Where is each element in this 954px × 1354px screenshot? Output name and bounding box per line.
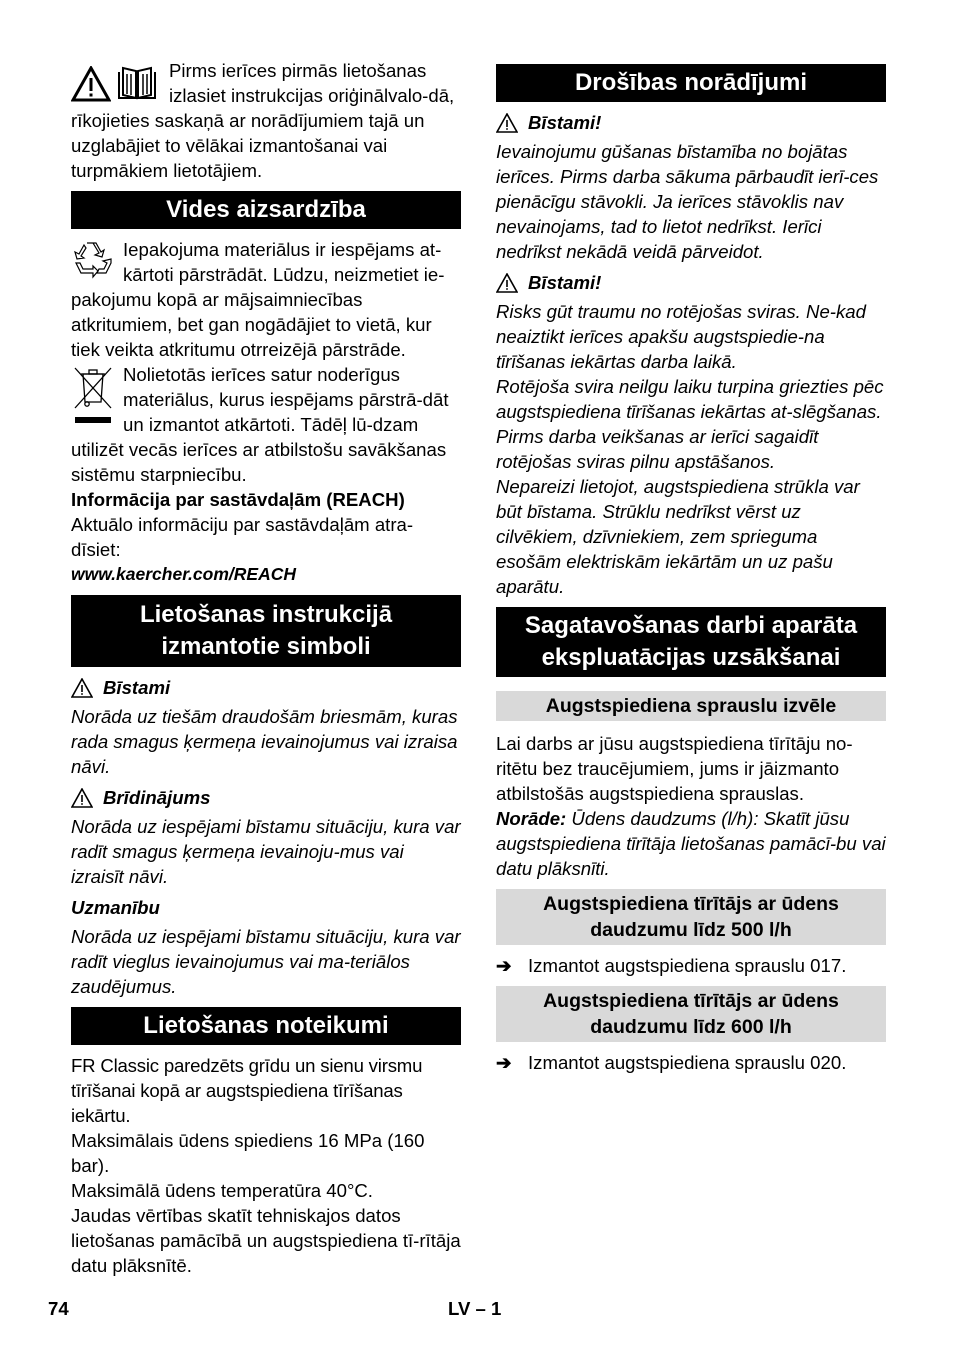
recycle-icon-wrap bbox=[71, 239, 115, 284]
weee-icon-wrap bbox=[71, 364, 115, 433]
note-label: Norāde: bbox=[496, 808, 567, 829]
warning-triangle-icon bbox=[71, 66, 111, 102]
subheading-600lh: Augstspiediena tīrītājs ar ūdens daudzumu līdz 600 l/h bbox=[496, 986, 886, 1042]
section-heading-usage: Lietošanas noteikumi bbox=[71, 1007, 461, 1045]
danger2-text-2: Rotējoša svira neilgu laiku turpina griezties pēc augstspiediena tīrīšanas iekārtas at-slēgšanas. Pirms darba veikšanas ar ierīci sagaidīt rotējošas sviras pilnu apstāšanos. bbox=[496, 376, 884, 472]
warning-triangle-icon bbox=[71, 678, 93, 698]
section-heading-environment: Vides aizsardzība bbox=[71, 191, 461, 229]
danger2-label: Bīstami! bbox=[528, 272, 602, 293]
note-paragraph bbox=[496, 806, 886, 881]
intro-text: Pirms ierīces pirmās lietošanas izlasiet instrukcijas oriģinālvalo-dā, rīkojieties saskaņā ar norādījumiem tajā un uzglabājiet to vēlākai izmantošanai vai turpmākiem lietotājiem. bbox=[71, 60, 455, 181]
page-language-marker: LV – 1 bbox=[448, 1298, 502, 1319]
warning-text: Norāda uz iespējami bīstamu situāciju, kura var radīt smagus ķermeņa ievainoju-mus vai izraisīt nāvi. bbox=[71, 816, 461, 887]
reach-title: Informācija par sastāvdaļām (REACH) bbox=[71, 489, 405, 510]
warning-label: Brīdinājums bbox=[103, 787, 211, 808]
warning-label-row bbox=[71, 785, 461, 810]
warning-triangle-icon bbox=[496, 113, 518, 133]
env-recycle-block bbox=[71, 237, 461, 362]
danger-text: Norāda uz tiešām draudošām briesmām, kuras rada smagus ķermeņa ievainojumus vai izraisa nāvi. bbox=[71, 706, 458, 777]
page-number: 74 bbox=[48, 1298, 69, 1319]
manual-book-icon bbox=[115, 66, 159, 102]
usage-text-2: Maksimālais ūdens spiediens 16 MPa (160 bar). bbox=[71, 1130, 425, 1176]
usage-text-3: Maksimālā ūdens temperatūra 40°C. bbox=[71, 1180, 373, 1201]
reach-url[interactable]: www.kaercher.com/REACH bbox=[71, 564, 296, 584]
intro-icons bbox=[71, 66, 159, 102]
env-weee-text: Nolietotās ierīces satur noderīgus materiālus, kurus iespējams pārstrā-dāt un izmantot atkārtoti. Tādēļ lū-dzam utilizēt vecās ierīces ar atbilstošu savākšanas sistēmu starpniecību. bbox=[71, 364, 449, 485]
list-item-600lh-text: Izmantot augstspiediena sprauslu 020. bbox=[528, 1052, 847, 1073]
crossed-out-bin-icon bbox=[71, 364, 115, 428]
caution-text: Norāda uz iespējami bīstamu situāciju, kura var radīt vieglus ievainojumus vai ma-teriālos zaudējumus. bbox=[71, 926, 461, 997]
arrow-right-icon: ➔ bbox=[496, 1052, 512, 1073]
right-column bbox=[496, 64, 886, 1075]
usage-text-4: Jaudas vērtības skatīt tehniskajos datos lietošanas pamācībā un augstspiediena tī-rītāja datu plāksnītē. bbox=[71, 1205, 461, 1276]
danger1-text: Ievainojumu gūšanas bīstamība no bojātas ierīces. Pirms darba sākuma pārbaudīt ierī-ces pienācīgu stāvokli. Ja ierīces stāvoklis nav nevainojams, tad to lietot nedrīkst. Ierīci nedrīkst nekādā veidā pārveidot. bbox=[496, 141, 879, 262]
warning-triangle-icon bbox=[71, 788, 93, 808]
caution-label: Uzmanību bbox=[71, 897, 160, 918]
danger2-text-3: Nepareizi lietojot, augstspiediena strūkla var būt bīstama. Strūklu nedrīkst vērst uz cilvēkiem, dzīvniekiem, zem sprieguma esošām elektriskām iekārtām un uz pašu aparātu. bbox=[496, 476, 860, 597]
danger1-label: Bīstami! bbox=[528, 112, 602, 133]
env-recycle-text: Iepakojuma materiālus ir iespējams at-kārtoti pārstrādāt. Lūdzu, neizmetiet ie-pakojumu kopā ar mājsaimniecības atkritumiem, bet gan nogādājiet to vietā, kur tiek veikta atkritumu otrreizējā pārstrāde. bbox=[71, 239, 445, 360]
warning-triangle-icon bbox=[496, 273, 518, 293]
subheading-500lh: Augstspiediena tīrītājs ar ūdens daudzumu līdz 500 l/h bbox=[496, 889, 886, 945]
note-text: Ūdens daudzums (l/h): Skatīt jūsu augstspiediena tīrītāja lietošanas pamācī-bu vai datu plāksnīti. bbox=[496, 808, 886, 879]
danger-label: Bīstami bbox=[103, 677, 171, 698]
usage-text-1: FR Classic paredzēts grīdu un sienu virsmu tīrīšanai kopā ar augstspiediena tīrīšanas iekārtu. bbox=[71, 1055, 423, 1126]
danger2-text-1: Risks gūt traumu no rotējošas sviras. Ne-kad neaiztikt ierīces apakšu augstspiedie-na tīrīšanas iekārtas darba laikā. bbox=[496, 301, 866, 372]
section-heading-preparation: Sagatavošanas darbi aparāta ekspluatācijas uzsākšanai bbox=[496, 607, 886, 677]
danger1-label-row bbox=[496, 110, 886, 135]
recycle-icon bbox=[71, 239, 115, 279]
reach-text: Aktuālo informāciju par sastāvdaļām atra-dīsiet: bbox=[71, 514, 414, 560]
nozzle-text: Lai darbs ar jūsu augstspiediena tīrītāju no-ritētu bez traucējumiem, jums ir jāizmanto atbilstošās augstspiediena sprauslas. bbox=[496, 733, 853, 804]
list-item-600lh bbox=[496, 1050, 886, 1075]
danger2-label-row bbox=[496, 270, 886, 295]
section-heading-symbols: Lietošanas instrukcijā izmantotie simboli bbox=[71, 595, 461, 667]
section-heading-safety: Drošības norādījumi bbox=[496, 64, 886, 102]
list-item-500lh-text: Izmantot augstspiediena sprauslu 017. bbox=[528, 955, 847, 976]
subheading-nozzle-selection: Augstspiediena sprauslu izvēle bbox=[496, 691, 886, 721]
intro-block bbox=[71, 58, 461, 183]
arrow-right-icon: ➔ bbox=[496, 955, 512, 976]
list-item-500lh bbox=[496, 953, 886, 978]
left-column bbox=[71, 58, 461, 1278]
danger-label-row bbox=[71, 675, 461, 700]
env-weee-block bbox=[71, 362, 461, 487]
